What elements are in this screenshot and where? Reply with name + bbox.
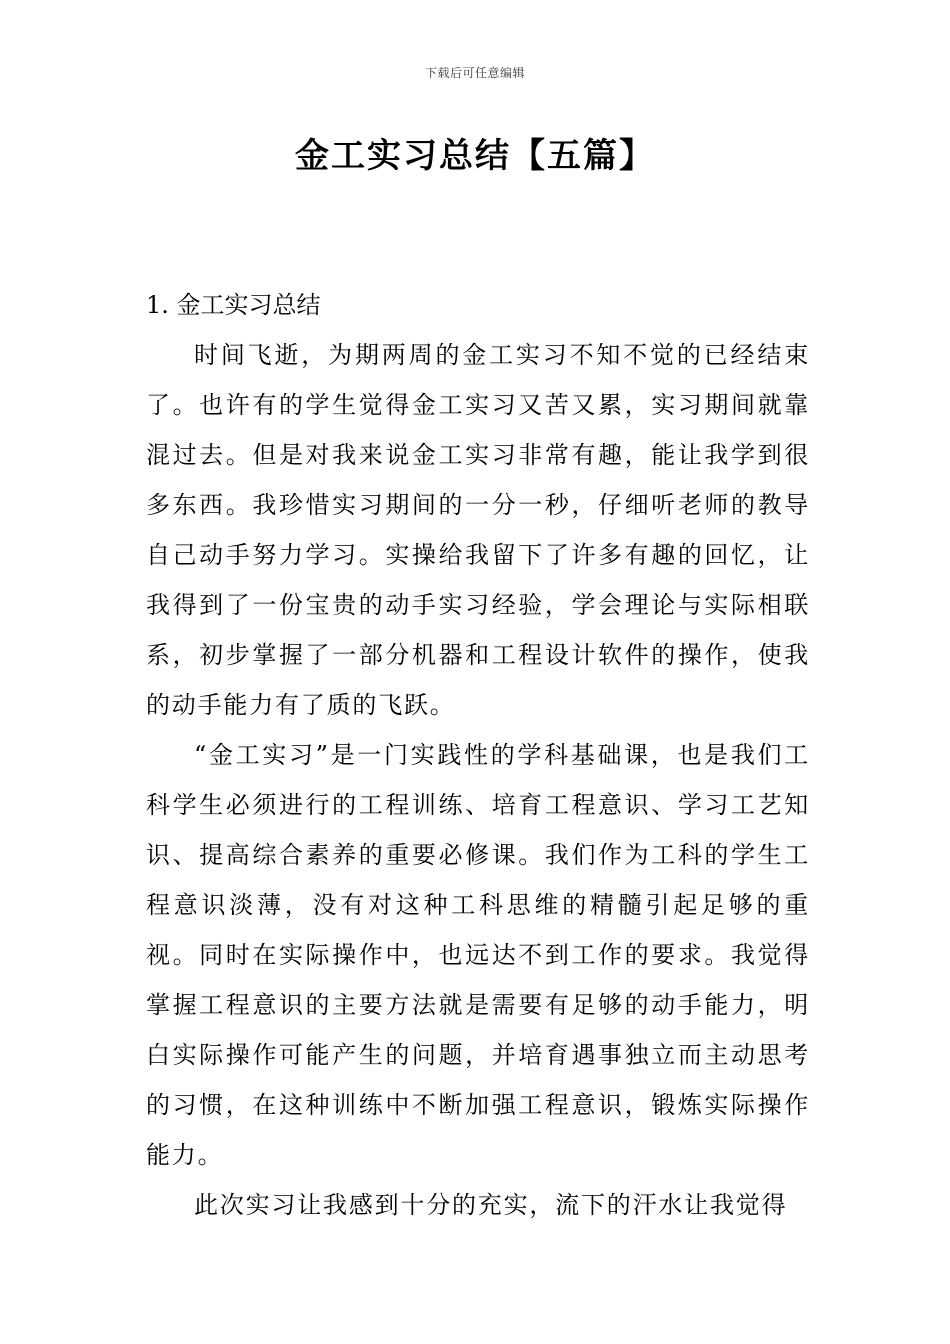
body-paragraph-2: “金工实习”是一门实践性的学科基础课，也是我们工科学生必须进行的工程训练、培育工程意识、学习工艺知识、提高综合素养的重要必修课。我们作为工科的学生工程意识淡薄，没有对这种工科思维的精髓引起足够的重视。同时在实际操作中，也远达不到工作的要求。我觉得掌握工程意识的主要方法就是需要有足够的动手能力，明白实际操作可能产生的问题，并培育遇事独立而主动思考的习惯，在这种训练中不断加强工程意识，锻炼实际操作能力。 <box>146 741 810 1169</box>
header-note: 下载后可任意编辑 <box>424 66 525 80</box>
document-body <box>146 280 810 1230</box>
section-heading: 1. 金工实习总结 <box>146 291 321 319</box>
document-title: 金工实习总结【五篇】 <box>295 136 655 176</box>
body-paragraph-1: 时间飞逝，为期两周的金工实习不知不觉的已经结束了。也许有的学生觉得金工实习又苦又累，实习期间就靠混过去。但是对我来说金工实习非常有趣，能让我学到很多东西。我珍惜实习期间的一分一秒，仔细听老师的教导自己动手努力学习。实操给我留下了许多有趣的回忆，让我得到了一份宝贵的动手实习经验，学会理论与实际相联系，初步掌握了一部分机器和工程设计软件的操作，使我的动手能力有了质的飞跃。 <box>146 341 810 719</box>
body-paragraph-3: 此次实习让我感到十分的充实，流下的汗水让我觉得 <box>194 1191 788 1219</box>
